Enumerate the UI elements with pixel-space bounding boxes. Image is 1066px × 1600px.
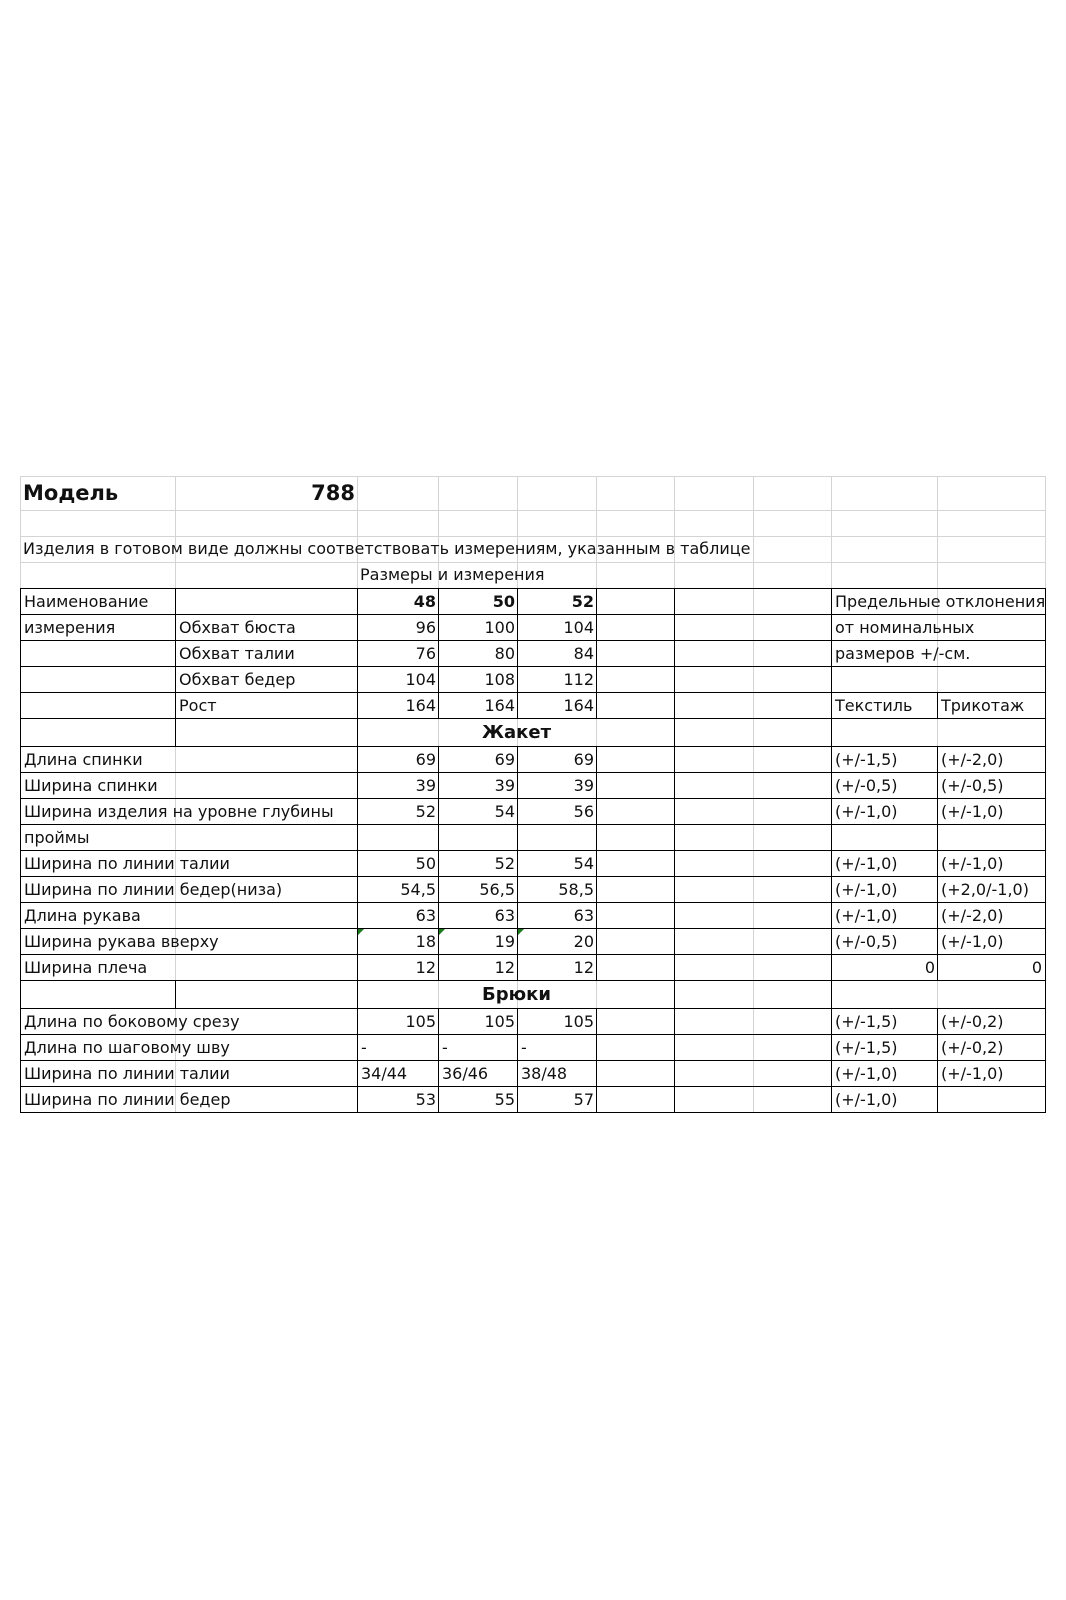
- measurement-value: 105: [517, 1008, 597, 1035]
- measurement-value: 19: [438, 928, 518, 955]
- measurement-value: -: [357, 1034, 439, 1061]
- cell: [831, 980, 1046, 1009]
- textile-tolerance: (+/-1,0): [831, 876, 938, 903]
- measurement-value: 69: [357, 746, 439, 773]
- tolerance-header-line3: размеров +/-см.: [831, 640, 1046, 667]
- textile-tolerance: [831, 824, 938, 851]
- body-measure-value: 100: [438, 614, 518, 641]
- body-measure-value: 96: [357, 614, 439, 641]
- measurement-value: -: [517, 1034, 597, 1061]
- cell: [674, 824, 832, 851]
- measurement-value: 69: [438, 746, 518, 773]
- measurement-label: Ширина рукава вверху: [20, 928, 358, 955]
- measurement-label: Длина по боковому срезу: [20, 1008, 358, 1035]
- measurement-spreadsheet: [20, 476, 1066, 1124]
- body-measure-label: Обхват бедер: [175, 666, 358, 693]
- cell: [674, 772, 832, 799]
- cell: [674, 692, 832, 719]
- textile-tolerance: (+/-1,0): [831, 902, 938, 929]
- cell: [596, 640, 675, 667]
- cell: [596, 876, 675, 903]
- cell: [596, 614, 675, 641]
- cell: [175, 980, 358, 1009]
- measurement-value: 18: [357, 928, 439, 955]
- cell: [674, 640, 832, 667]
- knit-header: Трикотаж: [937, 692, 1046, 719]
- measurement-value: [357, 824, 439, 851]
- measurement-value: 39: [357, 772, 439, 799]
- cell: [674, 798, 832, 825]
- cell: [596, 666, 675, 693]
- knit-tolerance: (+/-0,5): [937, 772, 1046, 799]
- measurement-value: 20: [517, 928, 597, 955]
- cell: [674, 980, 832, 1009]
- cell: [596, 928, 675, 955]
- knit-tolerance: [937, 1086, 1046, 1113]
- measurement-value: 38/48: [517, 1060, 597, 1087]
- cell: [596, 1086, 675, 1113]
- measurement-value: 12: [517, 954, 597, 981]
- textile-tolerance: (+/-1,0): [831, 798, 938, 825]
- textile-tolerance: 0: [831, 954, 938, 981]
- measurement-value: 56,5: [438, 876, 518, 903]
- cell: [674, 614, 832, 641]
- body-measure-value: 104: [357, 666, 439, 693]
- body-measure-value: 104: [517, 614, 597, 641]
- body-measure-value: 76: [357, 640, 439, 667]
- body-measure-label: Обхват талии: [175, 640, 358, 667]
- measurement-value: 63: [517, 902, 597, 929]
- error-indicator-icon: [358, 929, 364, 935]
- knit-tolerance: (+/-1,0): [937, 850, 1046, 877]
- section-title: Брюки: [357, 980, 675, 1009]
- measurement-label: Длина по шаговому шву: [20, 1034, 358, 1061]
- knit-tolerance: (+/-0,2): [937, 1008, 1046, 1035]
- knit-tolerance: 0: [937, 954, 1046, 981]
- textile-tolerance: (+/-1,0): [831, 1060, 938, 1087]
- cell: [674, 954, 832, 981]
- cell: [674, 902, 832, 929]
- measurement-value: 39: [438, 772, 518, 799]
- cell: [596, 1060, 675, 1087]
- cell: [596, 902, 675, 929]
- body-measure-value: 84: [517, 640, 597, 667]
- measurement-value: 34/44: [357, 1060, 439, 1087]
- measurement-value: 57: [517, 1086, 597, 1113]
- textile-header: Текстиль: [831, 692, 938, 719]
- body-measure-value: 164: [438, 692, 518, 719]
- measurement-label: Ширина спинки: [20, 772, 358, 799]
- measurement-label: Ширина по линии бедер(низа): [20, 876, 358, 903]
- cell: [674, 588, 832, 615]
- body-measure-label: Рост: [175, 692, 358, 719]
- model-number: 788: [311, 481, 355, 505]
- measurement-value: 39: [517, 772, 597, 799]
- measurement-label: Ширина изделия на уровне глубины: [20, 798, 358, 825]
- measurement-value: -: [438, 1034, 518, 1061]
- body-measure-value: 112: [517, 666, 597, 693]
- measurement-label: Длина рукава: [20, 902, 358, 929]
- textile-tolerance: (+/-1,5): [831, 746, 938, 773]
- measurement-value: 12: [438, 954, 518, 981]
- cell: [596, 850, 675, 877]
- measurement-value: 36/46: [438, 1060, 518, 1087]
- cell: [596, 746, 675, 773]
- measurement-label: Длина спинки: [20, 746, 358, 773]
- cell: [674, 1034, 832, 1061]
- measurement-value: [517, 824, 597, 851]
- knit-tolerance: (+/-2,0): [937, 902, 1046, 929]
- sizes-caption: Размеры и измерения: [360, 565, 545, 584]
- model-label: Модель: [23, 481, 119, 505]
- size-header-52: 52: [517, 588, 597, 615]
- cell: [674, 876, 832, 903]
- error-indicator-icon: [439, 929, 445, 935]
- measurement-value: 54,5: [357, 876, 439, 903]
- measurement-value: 52: [438, 850, 518, 877]
- body-measure-value: 164: [517, 692, 597, 719]
- size-header-50: 50: [438, 588, 518, 615]
- cell: [20, 640, 176, 667]
- tolerance-header-line2: от номинальных: [831, 614, 1046, 641]
- knit-tolerance: (+/-1,0): [937, 928, 1046, 955]
- header-name-line1: Наименование: [20, 588, 176, 615]
- knit-tolerance: (+/-2,0): [937, 746, 1046, 773]
- knit-tolerance: (+/-1,0): [937, 798, 1046, 825]
- cell: [596, 824, 675, 851]
- measurement-label: Ширина плеча: [20, 954, 358, 981]
- body-measure-value: 108: [438, 666, 518, 693]
- knit-tolerance: (+/-1,0): [937, 1060, 1046, 1087]
- measurement-value: 53: [357, 1086, 439, 1113]
- measurement-value: 55: [438, 1086, 518, 1113]
- cell: [831, 666, 1046, 693]
- cell: [175, 588, 358, 615]
- textile-tolerance: (+/-1,5): [831, 1034, 938, 1061]
- measurement-label: проймы: [20, 824, 358, 851]
- body-measure-value: 164: [357, 692, 439, 719]
- cell: [596, 798, 675, 825]
- body-measure-value: 80: [438, 640, 518, 667]
- knit-tolerance: (+/-0,2): [937, 1034, 1046, 1061]
- cell: [674, 746, 832, 773]
- measurement-value: 63: [438, 902, 518, 929]
- header-name-line2: измерения: [20, 614, 176, 641]
- cell: [175, 718, 358, 747]
- cell: [596, 692, 675, 719]
- knit-tolerance: [937, 824, 1046, 851]
- textile-tolerance: (+/-1,5): [831, 1008, 938, 1035]
- measurement-value: 63: [357, 902, 439, 929]
- requirements-note: Изделия в готовом виде должны соответствовать измерениям, указанным в таблице: [23, 539, 751, 558]
- measurement-value: 54: [517, 850, 597, 877]
- measurement-value: 105: [438, 1008, 518, 1035]
- textile-tolerance: (+/-0,5): [831, 772, 938, 799]
- measurement-value: 54: [438, 798, 518, 825]
- measurement-label: Ширина по линии талии: [20, 1060, 358, 1087]
- measurement-value: 50: [357, 850, 439, 877]
- measurement-value: [438, 824, 518, 851]
- measurement-value: 56: [517, 798, 597, 825]
- measurement-label: Ширина по линии талии: [20, 850, 358, 877]
- size-header-48: 48: [357, 588, 439, 615]
- tolerance-header-line1: Предельные отклонения: [831, 588, 1046, 615]
- cell: [596, 1008, 675, 1035]
- textile-tolerance: (+/-1,0): [831, 1086, 938, 1113]
- cell: [20, 718, 176, 747]
- body-measure-label: Обхват бюста: [175, 614, 358, 641]
- knit-tolerance: (+2,0/-1,0): [937, 876, 1046, 903]
- cell: [20, 980, 176, 1009]
- cell: [674, 666, 832, 693]
- measurement-value: 12: [357, 954, 439, 981]
- measurement-value: 58,5: [517, 876, 597, 903]
- cell: [596, 588, 675, 615]
- cell: [674, 718, 832, 747]
- cell: [674, 850, 832, 877]
- cell: [596, 772, 675, 799]
- cell: [20, 666, 176, 693]
- cell: [20, 692, 176, 719]
- cell: [596, 1034, 675, 1061]
- error-indicator-icon: [518, 929, 524, 935]
- measurement-value: 52: [357, 798, 439, 825]
- cell: [674, 928, 832, 955]
- cell: [674, 1060, 832, 1087]
- cell: [674, 1086, 832, 1113]
- cell: [674, 1008, 832, 1035]
- measurement-label: Ширина по линии бедер: [20, 1086, 358, 1113]
- cell: [596, 954, 675, 981]
- measurement-value: 69: [517, 746, 597, 773]
- textile-tolerance: (+/-1,0): [831, 850, 938, 877]
- measurement-value: 105: [357, 1008, 439, 1035]
- section-title: Жакет: [357, 718, 675, 747]
- textile-tolerance: (+/-0,5): [831, 928, 938, 955]
- cell: [831, 718, 1046, 747]
